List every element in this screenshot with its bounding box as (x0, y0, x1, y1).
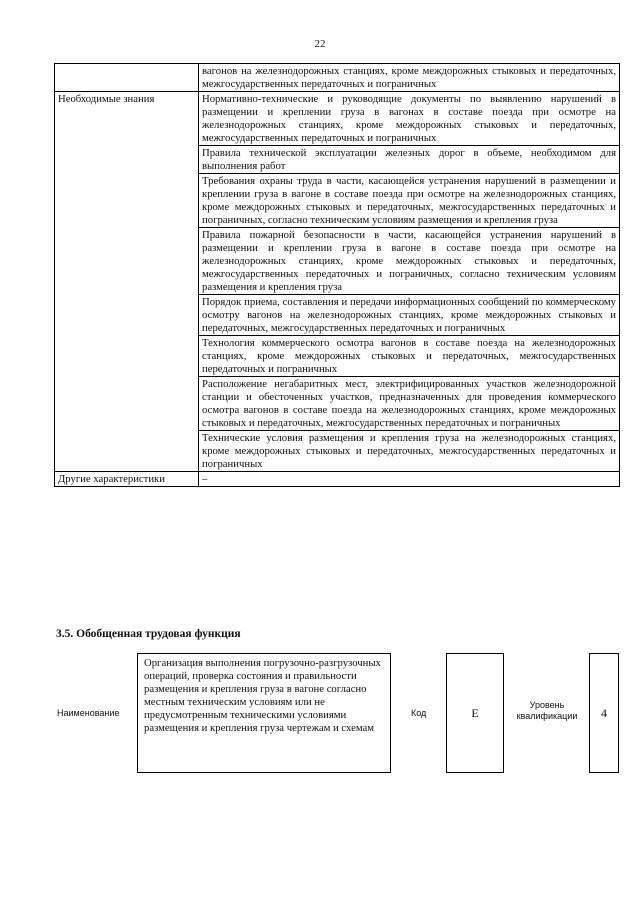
code-label: Код (411, 708, 427, 718)
code-value-box: Е (446, 653, 504, 773)
name-value-box: Организация выполнения погрузочно-разгрузочных операций, проверка состояния и правильности размещения и крепления груза в вагоне согласно местным техническим условиям или не предусмотренным техническими условиями размещения и крепления груза чертежам и схемам (137, 653, 391, 773)
knowledge-item: Нормативно-технические и руководящие документы по выявлению нарушений в размещении и креплении груза в вагонах в составе поезда при осмотре на железнодорожных станциях, кроме междорожных стыковых и передаточных, межгосударственных передаточных и пограничных (199, 92, 620, 146)
knowledge-item: Правила пожарной безопасности в части, касающейся устранения нарушений в размещении и креплении груза в вагоне в составе поезда при осмотре на железнодорожных станциях, кроме междорожных стыковых и передаточных, межгосударственных передаточных и пограничных, согласно техническим условиям размещения и крепления груза (199, 228, 620, 295)
knowledge-item: Требования охраны труда в части, касающейся устранения нарушений в размещении и креплении груза в вагоне в составе поезда при осмотре на железнодорожных станциях, кроме междорожных стыковых и передаточных, межгосударственных передаточных и пограничных, согласно техническим условиям размещения и крепления груза (199, 174, 620, 228)
continuation-cell: вагонов на железнодорожных станциях, кроме междорожных стыковых и передаточных, межгосударственных передаточных и пограничных (199, 64, 620, 92)
qualification-level-box: 4 (589, 653, 619, 773)
knowledge-item: Технология коммерческого осмотра вагонов в составе поезда на железнодорожных станциях, кроме междорожных стыковых и передаточных, межгосударственных передаточных и пограничных (199, 336, 620, 377)
page-number: 22 (314, 38, 326, 50)
other-label: Другие характеристики (55, 472, 199, 487)
table-row (55, 92, 620, 146)
table-row (55, 64, 620, 92)
knowledge-item: Технические условия размещения и крепления груза на железнодорожных станциях, кроме междорожных стыковых и передаточных, межгосударственных передаточных и пограничных (199, 431, 620, 472)
name-label: Наименование (57, 708, 120, 718)
knowledge-item: Порядок приема, составления и передачи информационных сообщений по коммерческому осмотру вагонов на железнодорожных станциях, кроме междорожных стыковых и передаточных, межгосударственных передаточных и пограничных (199, 295, 620, 336)
table-row (55, 472, 620, 487)
empty-label-cell (55, 64, 199, 92)
section-title: 3.5. Обобщенная трудовая функция (56, 628, 241, 640)
qualification-level-label: Уровень квалификации (516, 700, 578, 721)
other-value: – (199, 472, 620, 487)
knowledge-item: Расположение негабаритных мест, электрифицированных участков железнодорожной станции и обесточенных участков, предназначенных для проведения коммерческого осмотра вагонов в составе поезда на железнодорожных станциях, кроме междорожных стыковых и передаточных, межгосударственных передаточных и пограничных (199, 377, 620, 431)
knowledge-table (54, 63, 620, 487)
knowledge-label: Необходимые знания (55, 92, 199, 472)
knowledge-item: Правила технической эксплуатации железных дорог в объеме, необходимом для выполнения работ (199, 146, 620, 174)
